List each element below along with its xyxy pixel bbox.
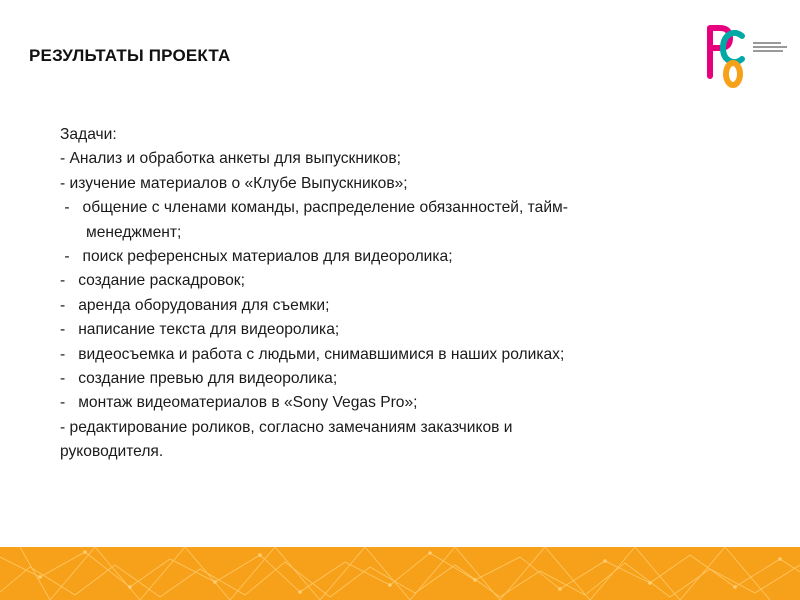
footer-network-pattern: [0, 547, 800, 600]
list-item: - редактирование роликов, согласно замечаниям заказчиков и: [60, 418, 513, 436]
list-item: - видеосъемка и работа с людьми, снимавшимися в наших роликах;: [60, 345, 565, 363]
list-item: руководителя.: [60, 443, 164, 461]
list-item: - общение с членами команды, распределение обязанностей, тайм-: [60, 199, 568, 217]
list-item: менеджмент;: [86, 223, 182, 241]
list-item: - создание превью для видеоролика;: [60, 370, 338, 388]
list-item: - создание раскадровок;: [60, 272, 245, 290]
list-item: - изучение материалов о «Клубе Выпускников»;: [60, 174, 408, 192]
page-title: РЕЗУЛЬТАТЫ ПРОЕКТА: [29, 46, 231, 65]
rso-logo-mark: [700, 18, 795, 90]
tasks-heading: Задачи:: [60, 126, 117, 143]
list-item: - аренда оборудования для съемки;: [60, 296, 330, 314]
list-item: - поиск референсных материалов для видеоролика;: [60, 248, 453, 266]
tasks-list: [60, 123, 760, 465]
list-item: - написание текста для видеоролика;: [60, 321, 340, 339]
list-item: - Анализ и обработка анкеты для выпускников;: [60, 150, 401, 168]
rso-logo: [700, 18, 795, 90]
list-item: - монтаж видеоматериалов в «Sony Vegas Pro»;: [60, 394, 418, 412]
footer-decoration: [0, 547, 800, 600]
